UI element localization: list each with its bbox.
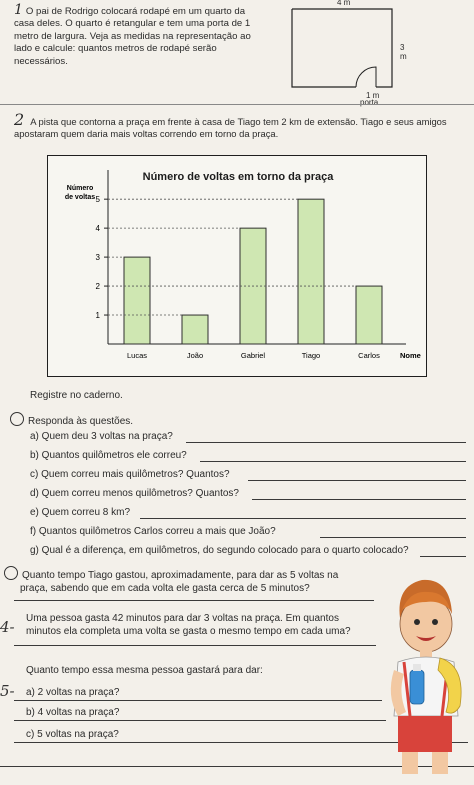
problem-2-number: 2 bbox=[14, 110, 25, 129]
y-tick-label: 2 bbox=[95, 282, 100, 292]
dim-top-label: 4 m bbox=[337, 0, 351, 7]
x-tick-label: João bbox=[186, 351, 204, 360]
answer-line-g bbox=[420, 556, 466, 557]
margin-mark-4: 4- bbox=[0, 618, 15, 636]
problem-time-line-1: Quanto tempo Tiago gastou, aproximadamente, para dar as 5 voltas na bbox=[22, 570, 339, 581]
bar-carlos bbox=[356, 286, 382, 344]
x-tick-label: Lucas bbox=[126, 351, 148, 360]
y-tick-label: 5 bbox=[95, 195, 100, 205]
y-axis-label-line-1: Número bbox=[66, 185, 94, 192]
answer-line-person bbox=[14, 645, 376, 646]
problem-1 bbox=[14, 4, 264, 68]
room-diagram bbox=[290, 0, 407, 100]
chart-title: Número de voltas em torno da praça bbox=[142, 171, 334, 183]
answer-line-same-a bbox=[14, 700, 382, 701]
margin-mark-5: 5- bbox=[0, 682, 15, 700]
problem-time-line-2: praça, sabendo que em cada volta ele gasta cerca de 5 minutos? bbox=[20, 583, 310, 594]
y-axis-label-line-2: de voltas bbox=[64, 194, 96, 201]
dim-right-label: 3 m bbox=[400, 43, 407, 61]
problem-person-line-1: Uma pessoa gasta 42 minutos para dar 3 voltas na praça. Em quantos bbox=[26, 613, 339, 624]
answer-line-same-b bbox=[14, 720, 386, 721]
question-e: e) Quem correu 8 km? bbox=[30, 507, 131, 518]
register-note: Registre no caderno. bbox=[30, 390, 123, 401]
x-tick-label: Gabriel bbox=[240, 351, 266, 360]
problem-same-c: c) 5 voltas na praça? bbox=[26, 729, 119, 740]
problem-person-line-2: minutos ela completa uma volta se gasta o mesmo tempo em cada uma? bbox=[26, 626, 351, 637]
circle-marker-icon bbox=[4, 566, 18, 580]
problem-time bbox=[4, 566, 338, 595]
problem-same-intro: Quanto tempo essa mesma pessoa gastará para dar: bbox=[26, 665, 263, 676]
problem-2-text: A pista que contorna a praça em frente à casa de Tiago tem 2 km de extensão. Tiago e seus amigos apostaram quem daria mais voltas correndo em torno da praça. bbox=[14, 116, 447, 139]
question-c: c) Quem correu mais quilômetros? Quantos? bbox=[30, 469, 230, 480]
answer-line-time bbox=[14, 600, 374, 601]
question-a: a) Quem deu 3 voltas na praça? bbox=[30, 431, 173, 442]
questions-intro-row bbox=[10, 412, 133, 427]
answer-line-c bbox=[248, 480, 466, 481]
answer-line-b bbox=[200, 461, 466, 462]
bar-lucas bbox=[124, 257, 150, 344]
bar-joão bbox=[182, 315, 208, 344]
x-tick-label: Carlos bbox=[358, 351, 380, 360]
problem-1-text: O pai de Rodrigo colocará rodapé em um quarto da casa deles. O quarto é retangular e tem uma porta de 1 metro de largura. Veja as medidas na representação ao lado e calcule: quantos metros de rodapé serão necessários. bbox=[14, 6, 251, 67]
y-tick-label: 4 bbox=[95, 224, 100, 234]
question-g: g) Qual é a diferença, em quilômetros, do segundo colocado para o quarto colocado? bbox=[30, 545, 409, 556]
answer-line-f bbox=[320, 537, 466, 538]
chart-canvas bbox=[48, 156, 426, 376]
divider-1 bbox=[0, 104, 474, 105]
laps-bar-chart bbox=[47, 155, 427, 377]
problem-same-b: b) 4 voltas na praça? bbox=[26, 707, 120, 718]
answer-line-e bbox=[140, 518, 466, 519]
answer-line-d bbox=[252, 499, 466, 500]
y-tick-label: 3 bbox=[95, 253, 100, 263]
y-tick-label: 1 bbox=[95, 311, 100, 321]
problem-person bbox=[26, 612, 351, 638]
question-f: f) Quantos quilômetros Carlos correu a mais que João? bbox=[30, 526, 276, 537]
problem-2 bbox=[14, 110, 470, 140]
answer-line-a bbox=[186, 442, 466, 443]
boy-illustration bbox=[380, 566, 472, 778]
questions-intro: Responda às questões. bbox=[28, 416, 134, 427]
problem-1-number: 1 bbox=[14, 2, 23, 18]
dim-door-label: 1 m bbox=[366, 91, 380, 100]
problem-same-a: a) 2 voltas na praça? bbox=[26, 687, 120, 698]
circle-marker-icon bbox=[10, 412, 24, 426]
question-b: b) Quantos quilômetros ele correu? bbox=[30, 450, 187, 461]
bar-tiago bbox=[298, 199, 324, 344]
question-d: d) Quem correu menos quilômetros? Quantos? bbox=[30, 488, 239, 499]
door-label: porta bbox=[360, 98, 379, 107]
x-axis-label: Nome bbox=[400, 351, 421, 360]
x-tick-label: Tiago bbox=[301, 351, 321, 360]
